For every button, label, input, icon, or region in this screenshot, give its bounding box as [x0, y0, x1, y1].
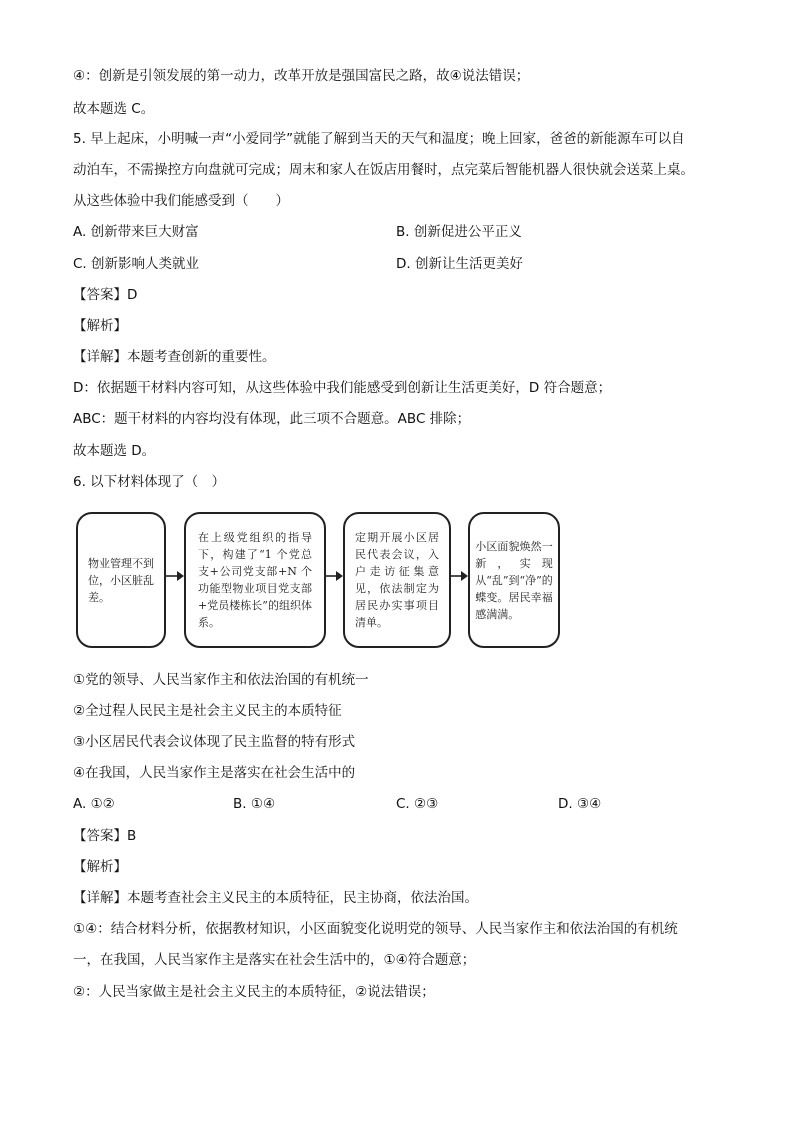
q6-detail: 【详解】本题考查社会主义民主的本质特征，民主协商，依法治国。 — [73, 890, 478, 906]
q5-stem-line-3: 从这些体验中我们能感受到（ ） — [73, 193, 289, 209]
flow-box-meeting — [343, 512, 451, 648]
q5-detail: 【详解】本题考查创新的重要性。 — [73, 349, 276, 365]
q6-option-d: D. ③④ — [558, 796, 602, 812]
q6-analysis-label: 【解析】 — [73, 859, 127, 875]
flow-box-organization — [184, 512, 326, 648]
flow-box-problem-text: 物业管理不到位，小区脏乱差。 — [88, 556, 154, 604]
flow-box-result-text: 小区面貌焕然一新，实现从“乱”到“净”的蝶变。居民幸福感满满。 — [475, 539, 553, 621]
q6-explain-14-line-2: 一，在我国，人民当家作主是落实在社会生活中的，①④符合题意； — [73, 952, 476, 968]
flow-arrow-1 — [166, 570, 184, 582]
q5-explain-d: D：依据题干材料内容可知，从这些体验中我们能感受到创新让生活更美好，D 符合题意； — [73, 380, 612, 396]
q6-statement-4: ④在我国，人民当家作主是落实在社会生活中的 — [73, 765, 356, 781]
q6-statement-1: ①党的领导、人民当家作主和依法治国的有机统一 — [73, 672, 369, 688]
q5-answer: 【答案】D — [73, 287, 138, 303]
flow-box-meeting-text: 定期开展小区居民代表会议，入户走访征集意见，依法制定为居民办实事项目清单。 — [355, 531, 439, 629]
q6-answer: 【答案】B — [73, 828, 137, 844]
flow-box-result — [468, 512, 560, 648]
q6-explain-14-line-1: ①④：结合材料分析，依据教材知识，小区面貌变化说明党的领导、人民当家作主和依法治国的有机统 — [73, 921, 678, 937]
q6-stem: 6. 以下材料体现了（ ） — [73, 474, 226, 490]
q5-option-c: C. 创新影响人类就业 — [73, 256, 200, 272]
q5-option-d: D. 创新让生活更美好 — [396, 256, 523, 272]
q5-option-a: A. 创新带来巨大财富 — [73, 224, 199, 240]
prev-conclusion: 故本题选 C。 — [73, 101, 155, 117]
q6-option-c: C. ②③ — [396, 796, 439, 812]
q6-statement-2: ②全过程人民民主是社会主义民主的本质特征 — [73, 703, 342, 719]
q5-analysis-label: 【解析】 — [73, 318, 127, 334]
flow-box-problem — [76, 512, 166, 648]
q6-explain-2: ②：人民当家做主是社会主义民主的本质特征，②说法错误； — [73, 984, 435, 1000]
flow-arrow-2 — [326, 570, 343, 582]
prev-point-4: ④：创新是引领发展的第一动力，改革开放是强国富民之路，故④说法错误； — [73, 68, 530, 84]
q5-stem-line-2: 动泊车，不需操控方向盘就可完成；周末和家人在饭店用餐时，点完菜后智能机器人很快就会送菜上桌。 — [73, 162, 694, 178]
q5-stem-line-1: 5. 早上起床，小明喊一声“小爱同学”就能了解到当天的天气和温度；晚上回家，爸爸的新能源车可以自 — [73, 131, 685, 147]
q5-option-b: B. 创新促进公平正义 — [396, 224, 522, 240]
q5-explain-abc: ABC：题干材料的内容均没有体现，此三项不合题意。ABC 排除； — [73, 411, 471, 427]
q6-option-b: B. ①④ — [233, 796, 276, 812]
q5-conclusion: 故本题选 D。 — [73, 443, 156, 459]
flow-arrow-3 — [451, 570, 468, 582]
q6-statement-3: ③小区居民代表会议体现了民主监督的特有形式 — [73, 734, 356, 750]
q6-option-a: A. ①② — [73, 796, 115, 812]
flow-box-organization-text: 在上级党组织的指导下，构建了“1 个党总支+公司党支部+N 个功能型物业项目党支部+党员楼栋长”的组织体系。 — [198, 531, 312, 629]
